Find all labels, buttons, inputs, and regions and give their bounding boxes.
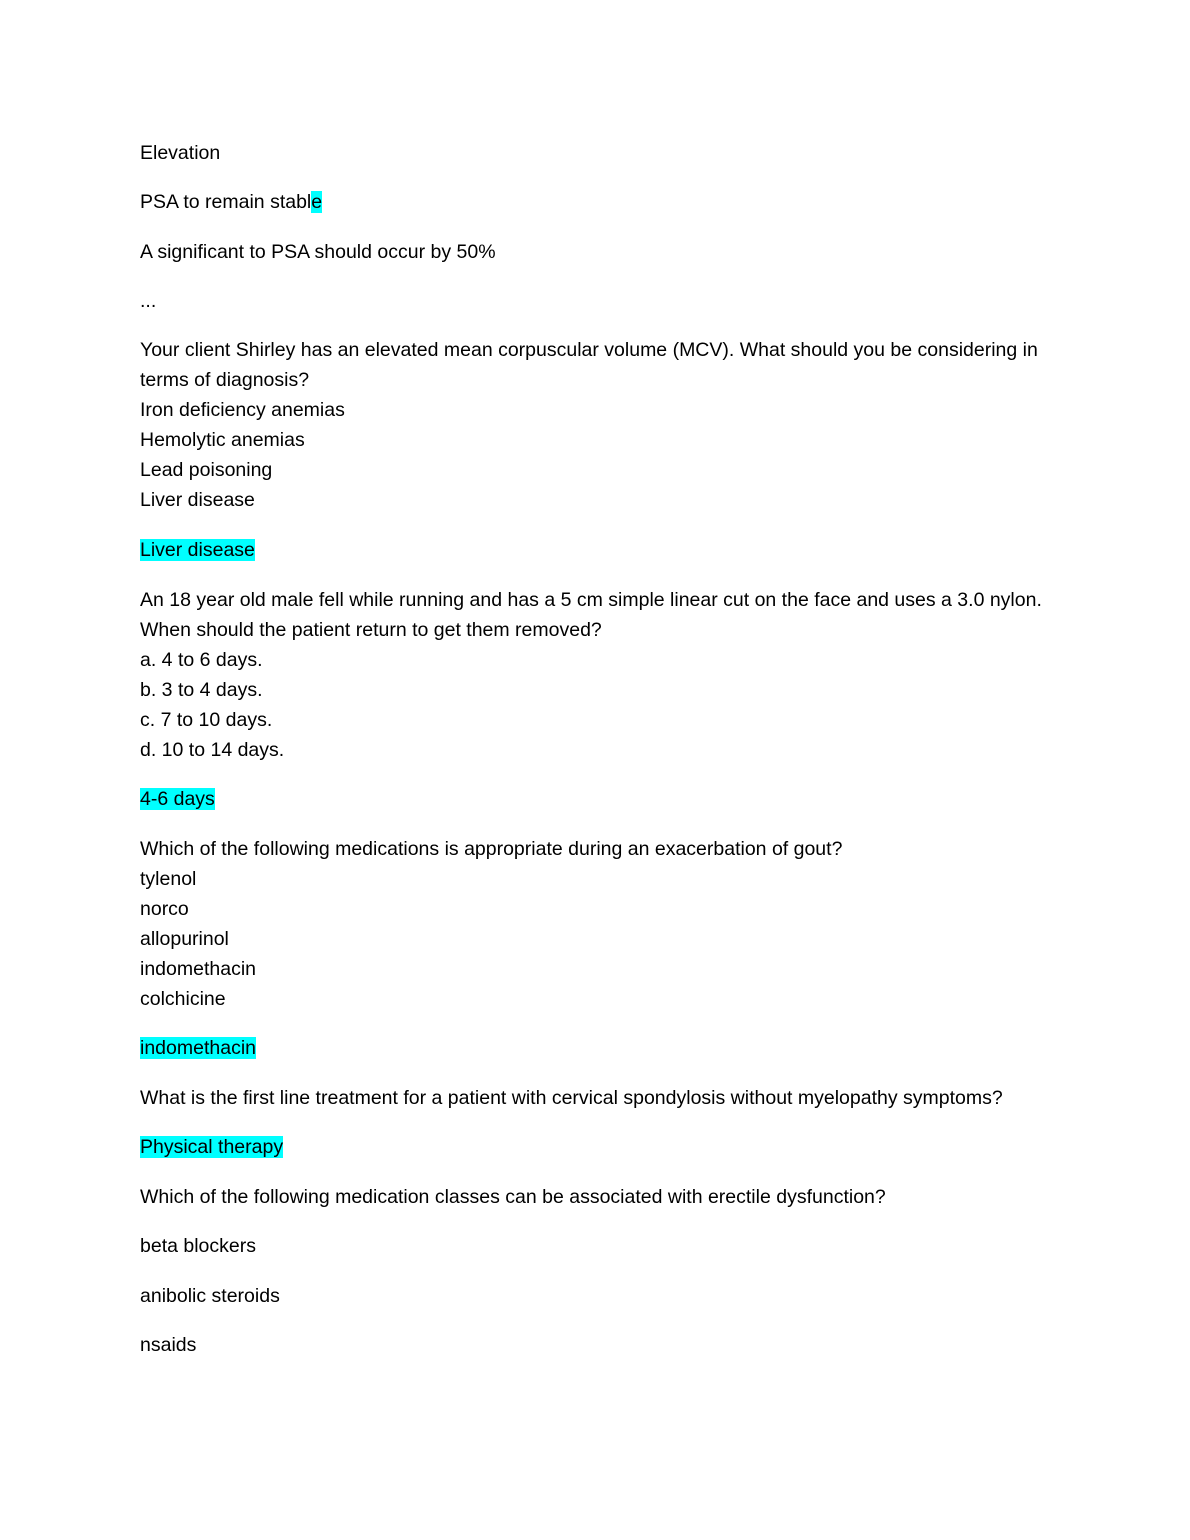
option-text: beta blockers	[140, 1235, 256, 1257]
question-gout: Which of the following medications is appropriate during an exacerbation of gout?	[140, 838, 843, 860]
option-text: Liver disease	[140, 489, 255, 511]
question-mcv-line-1: Your client Shirley has an elevated mean corpuscular volume (MCV). What should you be considering in	[140, 339, 1038, 361]
text-elevation: Elevation	[140, 142, 221, 164]
option-text: Hemolytic anemias	[140, 429, 305, 451]
highlighted-answer: Liver disease	[140, 539, 255, 561]
option-text: allopurinol	[140, 928, 229, 950]
option-text: c. 7 to 10 days.	[140, 709, 273, 731]
option-text: a. 4 to 6 days.	[140, 649, 263, 671]
option-text: norco	[140, 898, 189, 920]
option-text: nsaids	[140, 1334, 197, 1356]
question-spondylosis: What is the first line treatment for a patient with cervical spondylosis without myelopathy symptoms?	[140, 1087, 1003, 1109]
question-sutures-line-1: An 18 year old male fell while running and has a 5 cm simple linear cut on the face and uses a 3.0 nylon.	[140, 589, 1042, 611]
option-text: tylenol	[140, 868, 197, 890]
question-ed: Which of the following medication classes can be associated with erectile dysfunction?	[140, 1186, 886, 1208]
answer-spondylosis	[140, 1135, 283, 1159]
text-psa-stable	[140, 190, 322, 214]
option-text: Lead poisoning	[140, 459, 273, 481]
answer-sutures	[140, 787, 215, 811]
option-text: colchicine	[140, 988, 226, 1010]
answer-mcv	[140, 538, 255, 562]
option-text: anibolic steroids	[140, 1285, 280, 1307]
option-text: indomethacin	[140, 958, 256, 980]
question-sutures-line-2: When should the patient return to get them removed?	[140, 619, 602, 641]
highlighted-letter: e	[311, 191, 323, 213]
option-text: Iron deficiency anemias	[140, 399, 345, 421]
highlighted-answer: Physical therapy	[140, 1136, 284, 1158]
highlighted-answer: indomethacin	[140, 1037, 256, 1059]
text-psa-significant: A significant to PSA should occur by 50%	[140, 241, 496, 263]
option-text: b. 3 to 4 days.	[140, 679, 263, 701]
psa-stable-text: PSA to remain stabl	[140, 191, 312, 213]
option-text: d. 10 to 14 days.	[140, 739, 285, 761]
answer-gout	[140, 1036, 256, 1060]
highlighted-answer: 4-6 days	[140, 788, 215, 810]
text-ellipsis: ...	[140, 290, 157, 312]
question-mcv-line-2: terms of diagnosis?	[140, 369, 310, 391]
